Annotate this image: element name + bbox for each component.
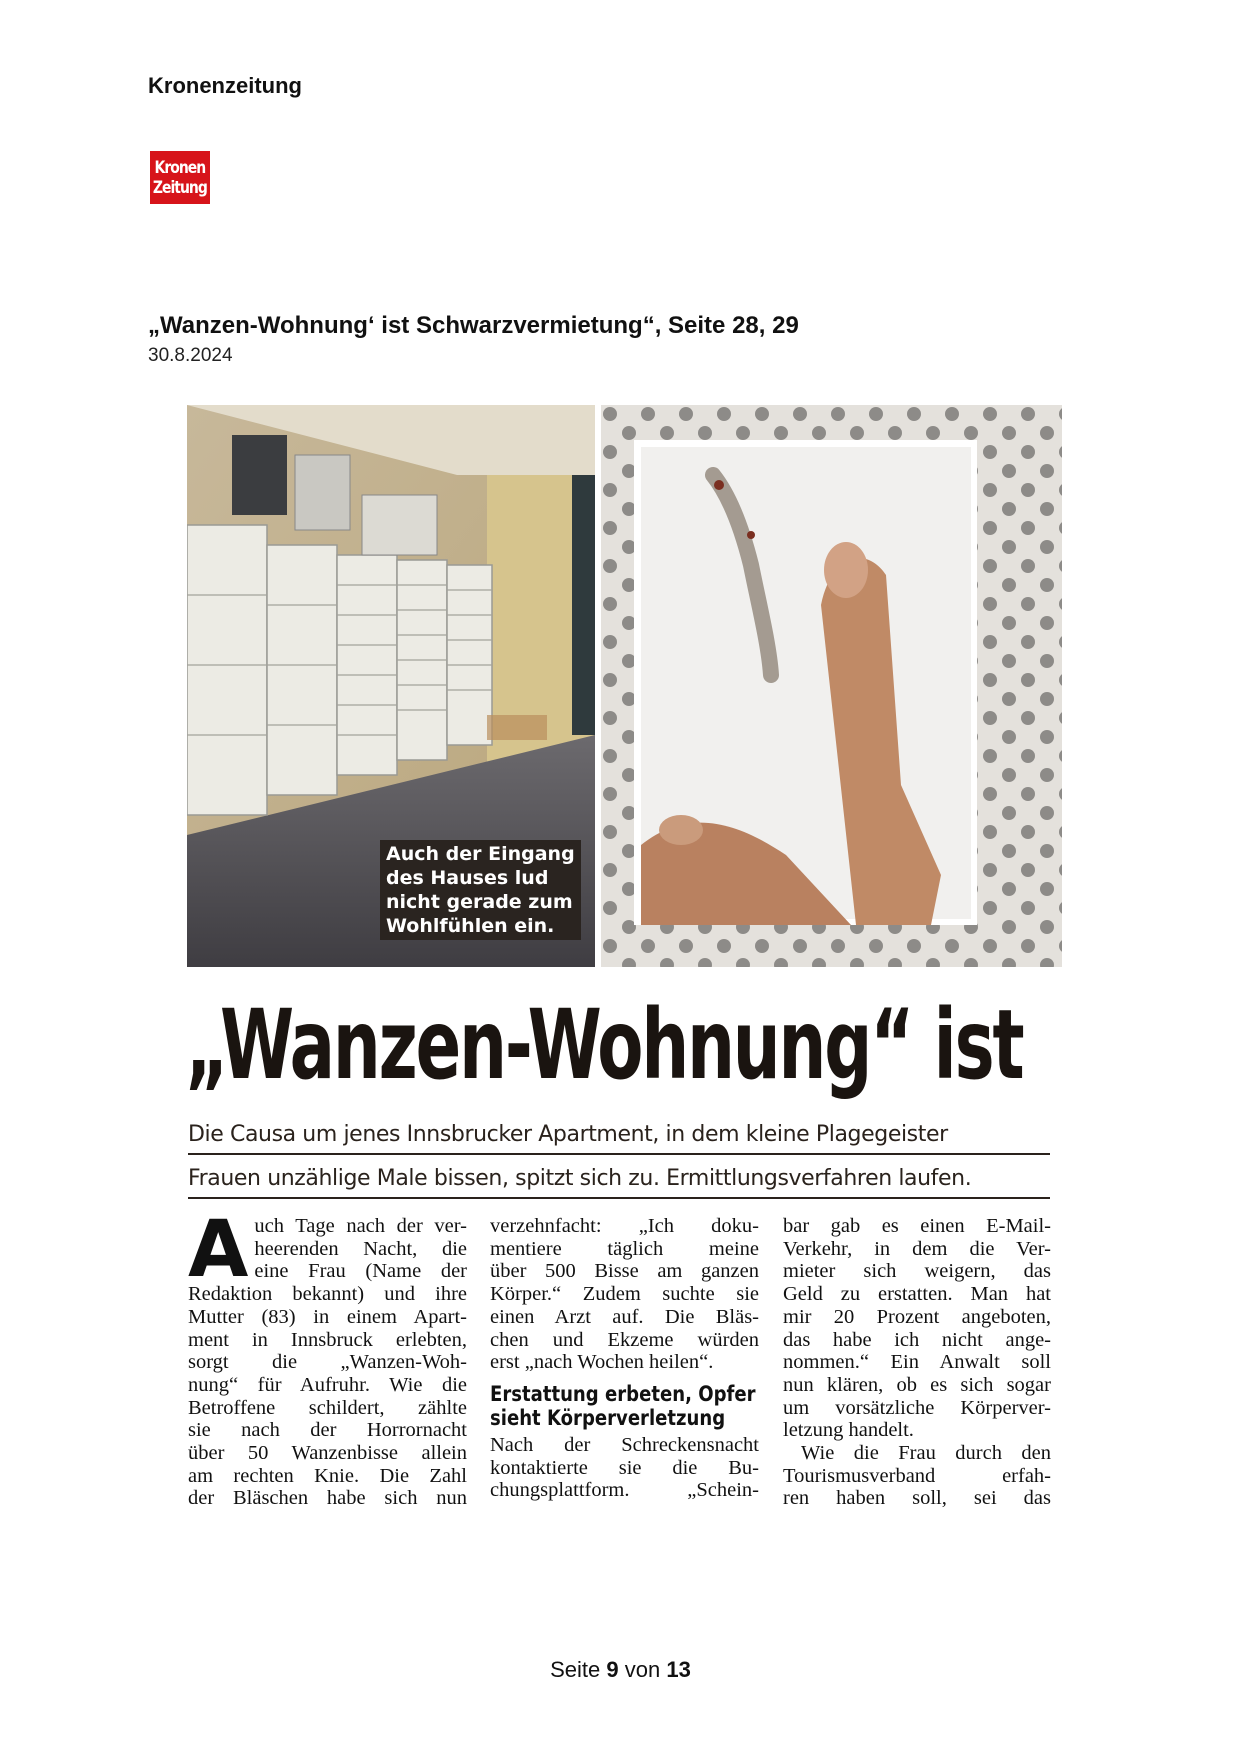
- drop-cap: A: [188, 1205, 249, 1295]
- body-line: das habe ich nicht ange-: [783, 1328, 1051, 1351]
- article-subheading: Erstattung erbeten, Opfer: [490, 1381, 756, 1406]
- caption-line: Wohlfühlen ein.: [386, 915, 555, 937]
- body-line: über 50 Wanzenbisse allein: [188, 1442, 467, 1465]
- body-line: Nach der Schreckensnacht: [490, 1433, 759, 1456]
- body-line: bar gab es einen E-Mail-: [783, 1215, 1051, 1237]
- body-line: Geld zu erstatten. Man hat: [783, 1283, 1051, 1306]
- article-deck-line: Frauen unzählige Male bissen, spitzt sich zu. Ermittlungsverfahren laufen.: [188, 1166, 1050, 1199]
- body-line: letzung handelt.: [783, 1419, 914, 1442]
- article-headline: „Wanzen-Wohnung“ ist: [185, 989, 1023, 1101]
- body-line: Körper.“ Zudem suchte sie: [490, 1283, 759, 1306]
- page-label: Seite: [550, 1657, 601, 1682]
- body-line: um vorsätzliche Körperver-: [783, 1396, 1051, 1419]
- body-line: über 500 Bisse am ganzen: [490, 1260, 759, 1283]
- body-line: Tourismusverband erfah-: [783, 1464, 1051, 1487]
- caption-line: Auch der Eingang: [386, 843, 575, 865]
- body-line: der Bläschen habe sich nun: [188, 1487, 467, 1510]
- body-line: nung“ für Aufruhr. Wie die: [188, 1373, 467, 1396]
- body-line: uch Tage nach der ver-: [254, 1215, 467, 1237]
- article-reference-title: „Wanzen-Wohnung‘ ist Schwarzvermietung“, Seite 28, 29: [148, 312, 799, 339]
- body-line: verzehnfacht: „Ich doku-: [490, 1215, 759, 1237]
- body-line: am rechten Knie. Die Zahl: [188, 1464, 467, 1487]
- logo-text-line2: Zeitung: [153, 177, 207, 198]
- current-page-number: 9: [606, 1657, 619, 1682]
- body-line: einen Arzt auf. Die Bläs-: [490, 1305, 759, 1328]
- total-pages-number: 13: [666, 1657, 691, 1682]
- article-subheading: sieht Körperverletzung: [490, 1405, 726, 1430]
- body-line: nun klären, ob es sich sogar: [783, 1373, 1051, 1396]
- body-line: sorgt die „Wanzen-Woh-: [188, 1351, 467, 1374]
- article-deck-line: Die Causa um jenes Innsbrucker Apartment, in dem kleine Plagegeister: [188, 1122, 1050, 1155]
- body-line: chungsplattform. „Schein-: [490, 1479, 759, 1502]
- body-line: Verkehr, in dem die Ver-: [783, 1237, 1051, 1260]
- photo-bedbug-stain: [601, 405, 1062, 967]
- article-column-3: [783, 1215, 1051, 1510]
- caption-line: nicht gerade zum: [386, 891, 573, 913]
- kronen-zeitung-logo: [150, 151, 210, 204]
- article-column-1: [188, 1205, 467, 1510]
- body-line: mentiere täglich meine: [490, 1237, 759, 1260]
- body-line: kontaktierte sie die Bu-: [490, 1456, 759, 1479]
- article-column-2: [490, 1215, 759, 1502]
- body-line: Betroffene schildert, zählte: [188, 1396, 467, 1419]
- page-separator: von: [624, 1657, 661, 1682]
- body-line: Redaktion bekannt) und ihre: [188, 1283, 467, 1306]
- body-line: eine Frau (Name der: [254, 1260, 467, 1283]
- body-line: nommen.“ Ein Anwalt soll: [783, 1351, 1051, 1374]
- body-line: ment in Innsbruck erlebten,: [188, 1328, 467, 1351]
- body-line: chen und Ekzeme würden: [490, 1328, 759, 1351]
- body-line: Wie die Frau durch den: [801, 1442, 1051, 1465]
- logo-text-line1: Kronen: [154, 157, 206, 178]
- body-line: mir 20 Prozent angeboten,: [783, 1305, 1051, 1328]
- body-line: sie nach der Horrornacht: [188, 1419, 467, 1442]
- publication-name: Kronenzeitung: [148, 73, 302, 98]
- article-date: 30.8.2024: [148, 345, 233, 366]
- body-line: Mutter (83) in einem Apart-: [188, 1305, 467, 1328]
- page-number-footer: [0, 1657, 1241, 1683]
- body-line: heerenden Nacht, die: [254, 1237, 467, 1260]
- body-line: ren haben soll, sei das: [783, 1487, 1051, 1510]
- photo-caption: [380, 840, 581, 940]
- body-line: erst „nach Wochen heilen“.: [490, 1351, 714, 1374]
- caption-line: des Hauses lud: [386, 867, 549, 889]
- body-line: mieter sich weigern, das: [783, 1260, 1051, 1283]
